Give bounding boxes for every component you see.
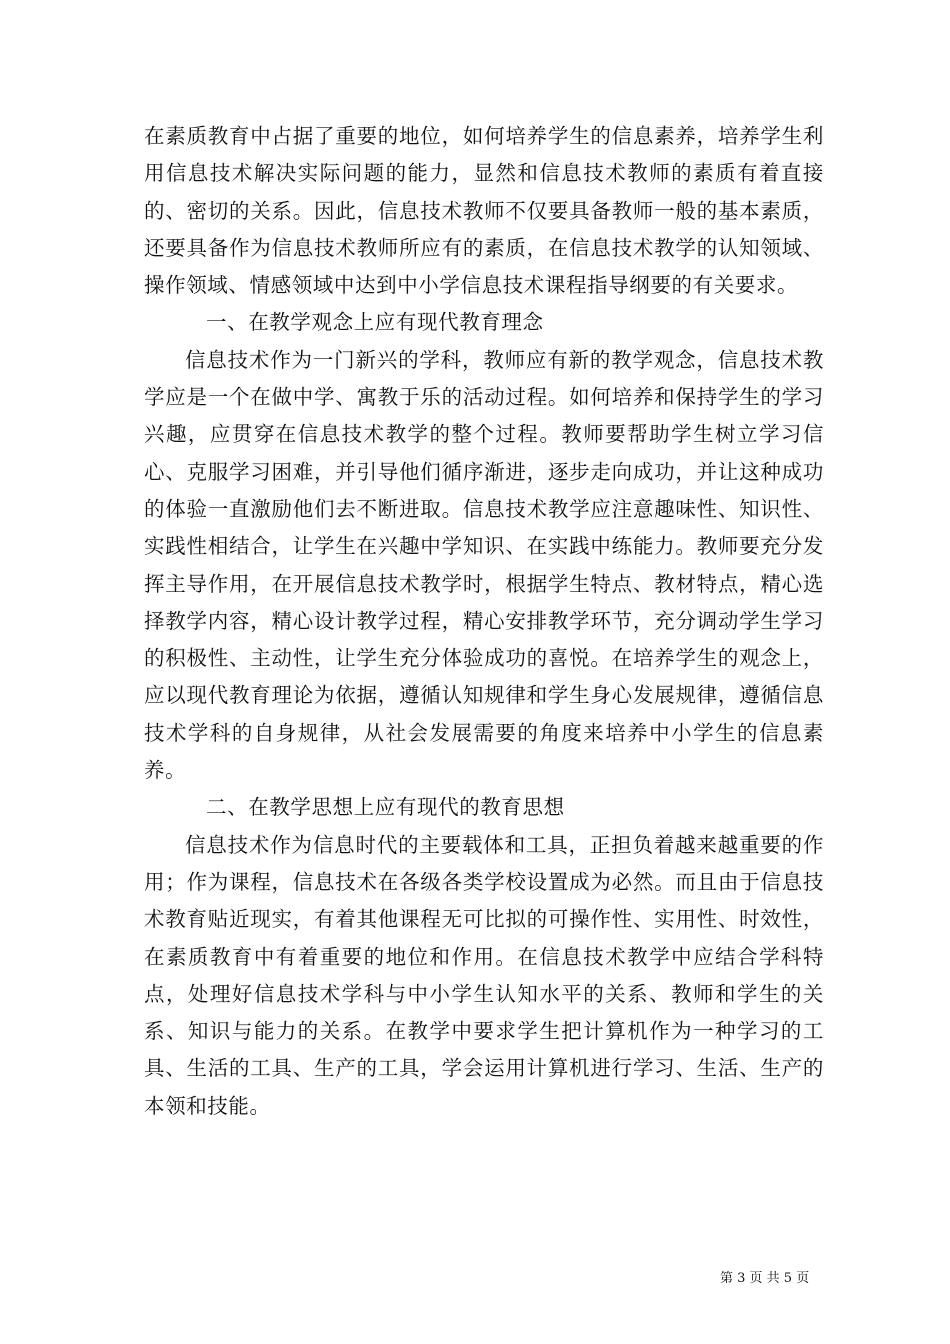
paragraph-teaching-thought: 信息技术作为信息时代的主要载体和工具，正担负着越来越重要的作用；作为课程，信息技术在各级各类学校设置成为必然。而且由于信息技术教育贴近现实，有着其他课程无可比拟的可操作性、实用性、时效性，在素质教育中有着重要的地位和作用。在信息技术教学中应结合学科特点，处理好信息技术学科与中小学生认知水平的关系、教师和学生的关系、知识与能力的关系。在教学中要求学生把计算机作为一种学习的工具、生活的工具、生产的工具，学会运用计算机进行学习、生活、生产的本领和技能。 [144, 832, 824, 1118]
page-number-footer: 第 3 页 共 5 页 [720, 1271, 810, 1286]
paragraph-continued: 在素质教育中占据了重要的地位，如何培养学生的信息素养，培养学生利用信息技术解决实际问题的能力，显然和信息技术教师的素质有着直接的、密切的关系。因此，信息技术教师不仅要具备教师一般的基本素质，还要具备作为信息技术教师所应有的素质，在信息技术教学的认知领域、操作领域、情感领域中达到中小学信息技术课程指导纲要的有关要求。 [144, 124, 824, 298]
section-heading-1: 一、在教学观念上应有现代教育理念 [206, 310, 544, 335]
document-body [144, 118, 824, 1125]
paragraph-teaching-concept: 信息技术作为一门新兴的学科，教师应有新的教学观念，信息技术教学应是一个在做中学、寓教于乐的活动过程。如何培养和保持学生的学习兴趣，应贯穿在信息技术教学的整个过程。教师要帮助学生树立学习信心、克服学习困难，并引导他们循序渐进，逐步走向成功，并让这种成功的体验一直激励他们去不断进取。信息技术教学应注意趣味性、知识性、实践性相结合，让学生在兴趣中学知识、在实践中练能力。教师要充分发挥主导作用，在开展信息技术教学时，根据学生特点、教材特点，精心选择教学内容，精心设计教学过程，精心安排教学环节，充分调动学生学习的积极性、主动性，让学生充分体验成功的喜悦。在培养学生的观念上，应以现代教育理论为依据，遵循认知规律和学生身心发展规律，遵循信息技术学科的自身规律，从社会发展需要的角度来培养中小学生的信息素养。 [144, 347, 824, 783]
section-heading-2: 二、在教学思想上应有现代的教育思想 [206, 795, 565, 820]
